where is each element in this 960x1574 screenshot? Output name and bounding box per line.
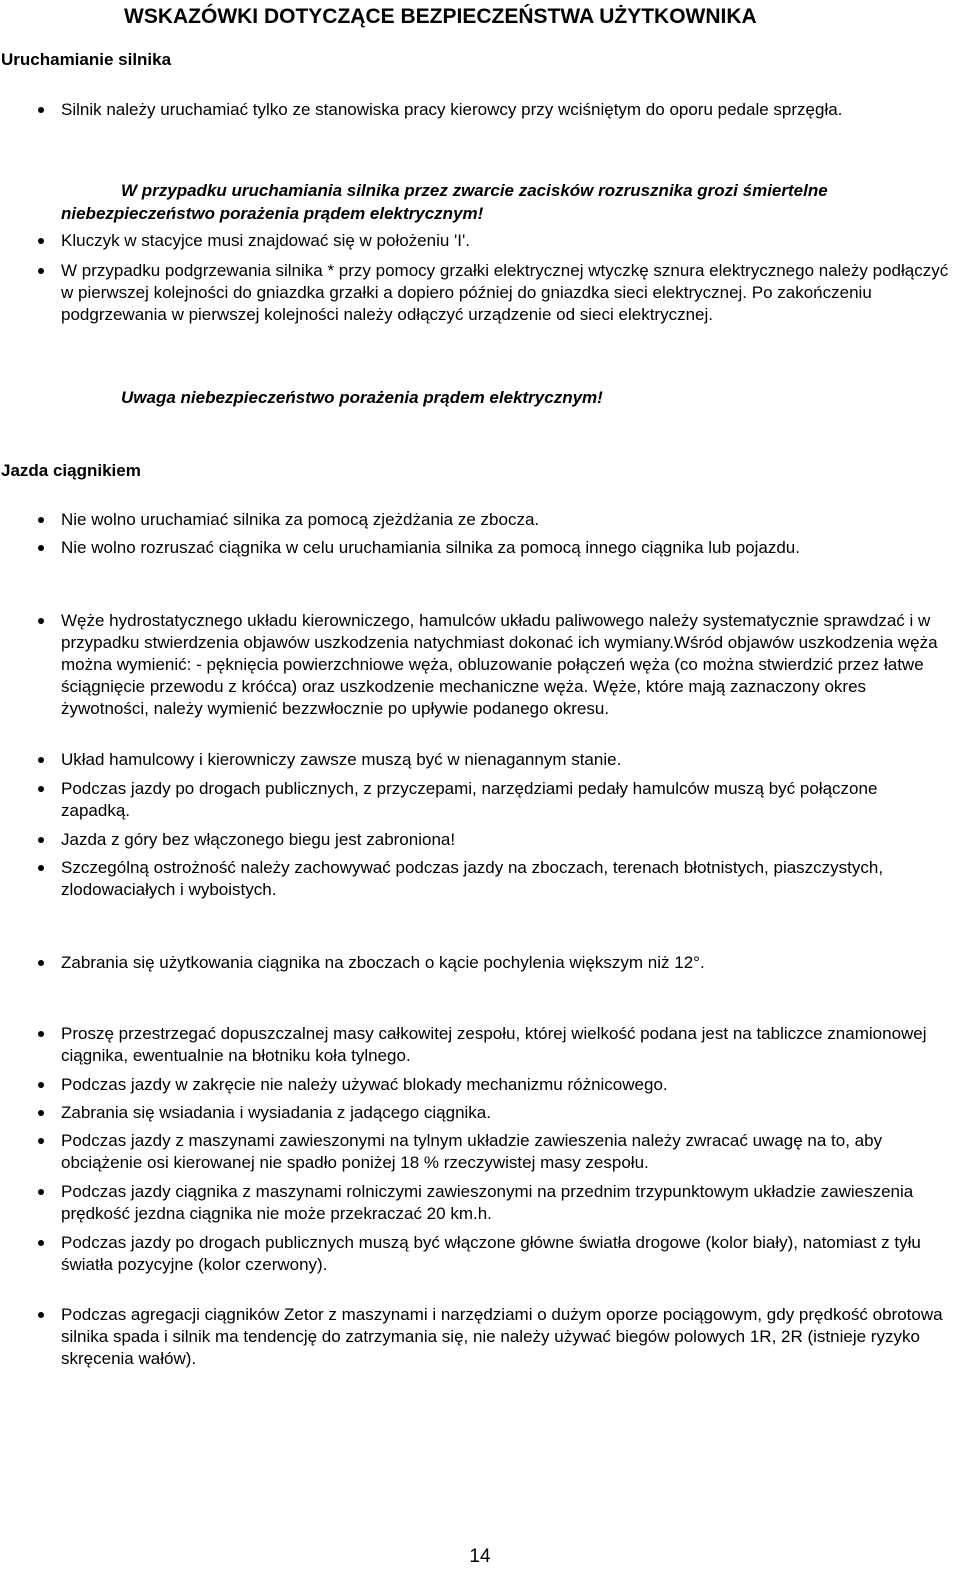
bullet-icon — [38, 1138, 44, 1144]
bullet-icon — [38, 545, 44, 551]
bullet-icon — [38, 1189, 44, 1195]
list-item: Jazda z góry bez włączonego biegu jest zabroniona! — [61, 830, 456, 849]
list-item: W przypadku podgrzewania silnika * przy pomocy grzałki elektrycznej wtyczkę sznura elektrycznego należy podłączyć w pierwszej kolejności do gniazdka grzałki a dopiero później do gniazdka sieci elektrycznej. Po zakończeniu podgrzewania w pierwszej kolejności należy odłączyć urządzenie od sieci elektrycznej. — [61, 261, 949, 324]
section-heading-driving: Jazda ciągnikiem — [1, 461, 141, 480]
list-item: Kluczyk w stacyjce musi znajdować się w położeniu 'I'. — [61, 231, 470, 250]
list-item: Zabrania się wsiadania i wysiadania z jadącego ciągnika. — [61, 1103, 491, 1122]
bullet-icon — [38, 1031, 44, 1037]
bullet-icon — [38, 757, 44, 763]
bullet-icon — [38, 517, 44, 523]
list-item: Nie wolno uruchamiać silnika za pomocą zjeżdżania ze zbocza. — [61, 510, 540, 529]
bullet-icon — [38, 238, 44, 244]
bullet-icon — [38, 1082, 44, 1088]
bullet-icon — [38, 837, 44, 843]
bullet-icon — [38, 786, 44, 792]
section-heading-engine-start: Uruchamianie silnika — [1, 50, 172, 69]
list-item: Podczas agregacji ciągników Zetor z maszynami i narzędziami o dużym oporze pociągowym, gdy prędkość obrotowa silnika spada i silnik ma tendencję do zatrzymania się, nie należy używać biegów polowych 1R, 2R (istnieje ryzyko skręcenia wałów). — [61, 1305, 943, 1368]
bullet-icon — [38, 1110, 44, 1116]
warning-text: Uwaga niebezpieczeństwo porażenia prądem elektrycznym! — [121, 388, 603, 407]
bullet-icon — [38, 268, 44, 274]
page-number: 14 — [469, 1546, 491, 1567]
list-item: Proszę przestrzegać dopuszczalnej masy całkowitej zespołu, której wielkość podana jest na tabliczce znamionowej ciągnika, ewentualnie na błotniku koła tylnego. — [61, 1024, 927, 1065]
list-item: Układ hamulcowy i kierowniczy zawsze muszą być w nienagannym stanie. — [61, 750, 622, 769]
page-title: WSKAZÓWKI DOTYCZĄCE BEZPIECZEŃSTWA UŻYTKOWNIKA — [124, 5, 757, 28]
list-item: Podczas jazdy w zakręcie nie należy używać blokady mechanizmu różnicowego. — [61, 1075, 668, 1094]
list-item: Nie wolno rozruszać ciągnika w celu uruchamiania silnika za pomocą innego ciągnika lub pojazdu. — [61, 538, 800, 557]
warning-text-line2: niebezpieczeństwo porażenia prądem elektrycznym! — [61, 204, 484, 223]
bullet-icon — [38, 1312, 44, 1318]
list-item: Podczas jazdy po drogach publicznych muszą być włączone główne światła drogowe (kolor biały), natomiast z tyłu światła pozycyjne (kolor czerwony). — [61, 1233, 921, 1274]
bullet-icon — [38, 618, 44, 624]
bullet-icon — [38, 865, 44, 871]
warning-text-line1: W przypadku uruchamiania silnika przez zwarcie zacisków rozrusznika grozi śmiertelne — [121, 181, 828, 200]
list-item: Podczas jazdy z maszynami zawieszonymi na tylnym układzie zawieszenia należy zwracać uwagę na to, aby obciążenie osi kierowanej nie spadło poniżej 18 % rzeczywistej masy zespołu. — [61, 1131, 883, 1172]
bullet-icon — [38, 1240, 44, 1246]
list-item: Podczas jazdy ciągnika z maszynami rolniczymi zawieszonymi na przednim trzypunktowym układzie zawieszenia prędkość jezdna ciągnika nie może przekraczać 20 km.h. — [61, 1182, 914, 1223]
bullet-icon — [38, 107, 44, 113]
list-item: Silnik należy uruchamiać tylko ze stanowiska pracy kierowcy przy wciśniętym do oporu pedale sprzęgła. — [61, 100, 843, 119]
list-item: Szczególną ostrożność należy zachowywać podczas jazdy na zboczach, terenach błotnistych, piaszczystych, zlodowaciałych i wyboistych. — [61, 858, 884, 899]
list-item: Zabrania się użytkowania ciągnika na zboczach o kącie pochylenia większym niż 12°. — [61, 953, 705, 972]
list-item: Węże hydrostatycznego układu kierowniczego, hamulców układu paliwowego należy systematycznie sprawdzać i w przypadku stwierdzenia objawów uszkodzenia natychmiast dokonać ich wymiany.Wśród objawów uszkodzenia węża można wymienić: - pęknięcia powierzchniowe węża, obluzowanie połączeń węża (co można stwierdzić przez łatwe ściągnięcie przewodu z króćca) oraz uszkodzenie mechaniczne węża. Węże, które mają zaznaczony okres żywotności, należy wymienić bezzwłocznie po upływie podanego okresu. — [61, 611, 938, 718]
list-item: Podczas jazdy po drogach publicznych, z przyczepami, narzędziami pedały hamulców muszą być połączone zapadką. — [61, 779, 878, 820]
bullet-icon — [38, 960, 44, 966]
